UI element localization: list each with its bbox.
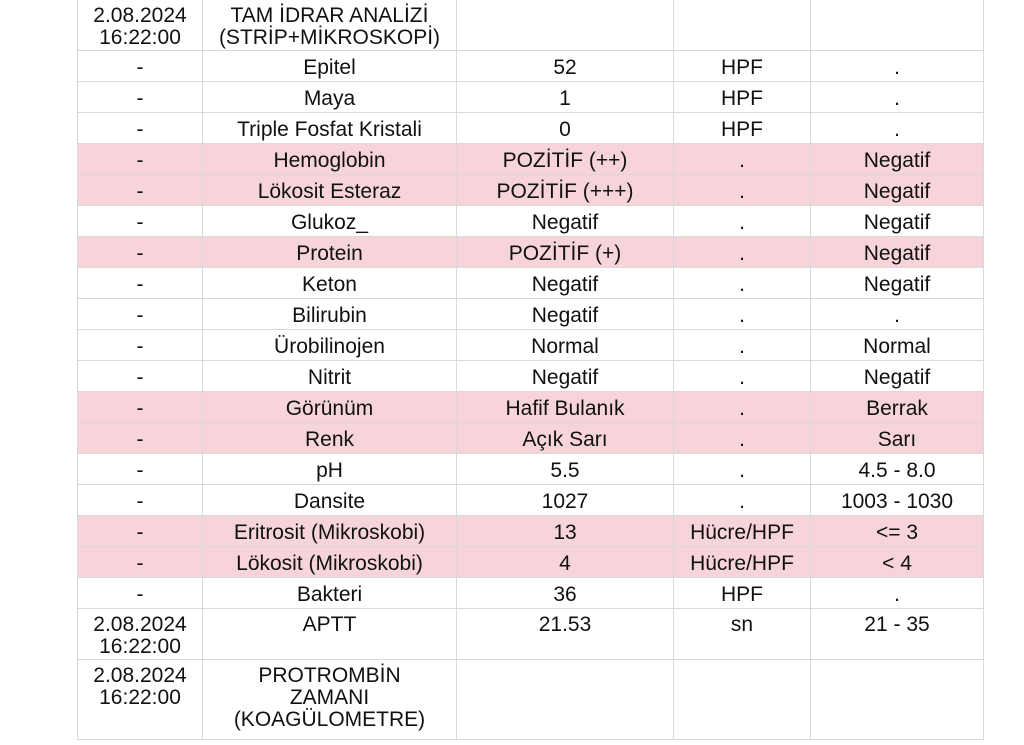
row-date: - (78, 453, 203, 484)
pt-test-name-line1: PROTROMBİN (258, 663, 401, 687)
pt-time: 16:22:00 (99, 685, 181, 709)
aptt-date-cell (78, 608, 203, 659)
row-test-name: Keton (203, 267, 457, 298)
row-date: - (78, 50, 203, 81)
row-result: Negatif (457, 205, 674, 236)
row-test-name: Görünüm (203, 391, 457, 422)
table-row-abnormal (78, 174, 984, 205)
table-row (78, 484, 984, 515)
header-time: 16:22:00 (99, 26, 181, 49)
table-row (78, 453, 984, 484)
row-unit: HPF (674, 81, 811, 112)
row-reference: 4.5 - 8.0 (811, 453, 984, 484)
row-result: POZİTİF (+) (457, 236, 674, 267)
aptt-reference: 21 - 35 (811, 608, 984, 659)
row-reference: . (811, 81, 984, 112)
row-date: - (78, 298, 203, 329)
row-test-name: Protein (203, 236, 457, 267)
row-reference: 1003 - 1030 (811, 484, 984, 515)
row-test-name: Triple Fosfat Kristali (203, 112, 457, 143)
row-unit: . (674, 205, 811, 236)
row-reference: Negatif (811, 236, 984, 267)
row-date: - (78, 360, 203, 391)
row-result: POZİTİF (++) (457, 143, 674, 174)
row-result: 0 (457, 112, 674, 143)
lab-results-table (77, 0, 984, 740)
row-reference: Negatif (811, 143, 984, 174)
row-result: Açık Sarı (457, 422, 674, 453)
table-row (78, 577, 984, 608)
row-test-name: Lökosit Esteraz (203, 174, 457, 205)
pt-unit (674, 659, 811, 739)
row-test-name: Bakteri (203, 577, 457, 608)
row-test-name: Dansite (203, 484, 457, 515)
row-reference: Sarı (811, 422, 984, 453)
row-unit: HPF (674, 50, 811, 81)
row-test-name: Eritrosit (Mikroskobi) (203, 515, 457, 546)
row-reference: . (811, 577, 984, 608)
header-ref-cell (811, 0, 984, 50)
aptt-date: 2.08.2024 (93, 612, 187, 636)
aptt-test-name: APTT (203, 608, 457, 659)
header-unit-cell (674, 0, 811, 50)
row-result: 1 (457, 81, 674, 112)
row-date: - (78, 329, 203, 360)
aptt-row (78, 608, 984, 659)
header-result-cell (457, 0, 674, 50)
row-date: - (78, 143, 203, 174)
row-test-name: Nitrit (203, 360, 457, 391)
row-unit: . (674, 484, 811, 515)
row-date: - (78, 112, 203, 143)
table-row (78, 112, 984, 143)
row-date: - (78, 422, 203, 453)
row-date: - (78, 174, 203, 205)
table-row (78, 205, 984, 236)
row-result: 4 (457, 546, 674, 577)
row-date: - (78, 515, 203, 546)
table-row-abnormal (78, 546, 984, 577)
row-result: Negatif (457, 267, 674, 298)
row-date: - (78, 391, 203, 422)
row-unit: HPF (674, 112, 811, 143)
row-test-name: Ürobilinojen (203, 329, 457, 360)
row-reference: . (811, 112, 984, 143)
row-result: 36 (457, 577, 674, 608)
header-date: 2.08.2024 (93, 4, 187, 27)
row-unit: Hücre/HPF (674, 515, 811, 546)
row-test-name: Bilirubin (203, 298, 457, 329)
row-test-name: Renk (203, 422, 457, 453)
row-unit: . (674, 267, 811, 298)
pt-test-name-line3: (KOAGÜLOMETRE) (233, 707, 426, 731)
row-unit: HPF (674, 577, 811, 608)
table-row (78, 298, 984, 329)
row-date: - (78, 267, 203, 298)
row-result: 5.5 (457, 453, 674, 484)
row-reference: Negatif (811, 267, 984, 298)
row-reference: Normal (811, 329, 984, 360)
row-reference: Negatif (811, 205, 984, 236)
table-row-abnormal (78, 143, 984, 174)
row-date: - (78, 546, 203, 577)
row-result: 1027 (457, 484, 674, 515)
row-reference: . (811, 298, 984, 329)
row-date: - (78, 81, 203, 112)
header-title-cell (203, 0, 457, 50)
table-row-abnormal (78, 515, 984, 546)
row-result: 13 (457, 515, 674, 546)
pt-date-cell (78, 659, 203, 739)
row-result: Negatif (457, 360, 674, 391)
row-unit: . (674, 360, 811, 391)
table-row-abnormal (78, 422, 984, 453)
pt-test-name-line2: ZAMANI (289, 685, 370, 709)
aptt-result: 21.53 (457, 608, 674, 659)
row-unit: . (674, 143, 811, 174)
table-row-abnormal (78, 236, 984, 267)
row-result: 52 (457, 50, 674, 81)
row-result: POZİTİF (+++) (457, 174, 674, 205)
row-test-name: Maya (203, 81, 457, 112)
row-date: - (78, 205, 203, 236)
row-test-name: Epitel (203, 50, 457, 81)
pt-date: 2.08.2024 (93, 663, 187, 687)
pt-reference (811, 659, 984, 739)
row-unit: . (674, 391, 811, 422)
row-unit: . (674, 174, 811, 205)
aptt-unit: sn (674, 608, 811, 659)
row-result: Normal (457, 329, 674, 360)
row-unit: Hücre/HPF (674, 546, 811, 577)
row-test-name: pH (203, 453, 457, 484)
row-test-name: Hemoglobin (203, 143, 457, 174)
row-unit: . (674, 236, 811, 267)
row-unit: . (674, 329, 811, 360)
table-row (78, 81, 984, 112)
header-date-cell (78, 0, 203, 50)
urinalysis-header-row (78, 0, 984, 50)
pt-result (457, 659, 674, 739)
header-title: TAM İDRAR ANALİZİ (230, 4, 429, 27)
row-unit: . (674, 298, 811, 329)
row-date: - (78, 484, 203, 515)
table-row-abnormal (78, 391, 984, 422)
row-test-name: Glukoz_ (203, 205, 457, 236)
row-reference: . (811, 50, 984, 81)
row-unit: . (674, 422, 811, 453)
row-test-name: Lökosit (Mikroskobi) (203, 546, 457, 577)
row-date: - (78, 236, 203, 267)
table-row (78, 329, 984, 360)
header-subtitle: (STRİP+MİKROSKOPİ) (218, 26, 441, 49)
row-result: Negatif (457, 298, 674, 329)
row-reference: Negatif (811, 174, 984, 205)
pt-test-name-cell (203, 659, 457, 739)
row-unit: . (674, 453, 811, 484)
aptt-time: 16:22:00 (99, 634, 181, 658)
table-row (78, 50, 984, 81)
row-reference: Berrak (811, 391, 984, 422)
pt-row (78, 659, 984, 739)
row-reference: <= 3 (811, 515, 984, 546)
row-date: - (78, 577, 203, 608)
row-reference: Negatif (811, 360, 984, 391)
table-row (78, 360, 984, 391)
row-reference: < 4 (811, 546, 984, 577)
table-row (78, 267, 984, 298)
row-result: Hafif Bulanık (457, 391, 674, 422)
